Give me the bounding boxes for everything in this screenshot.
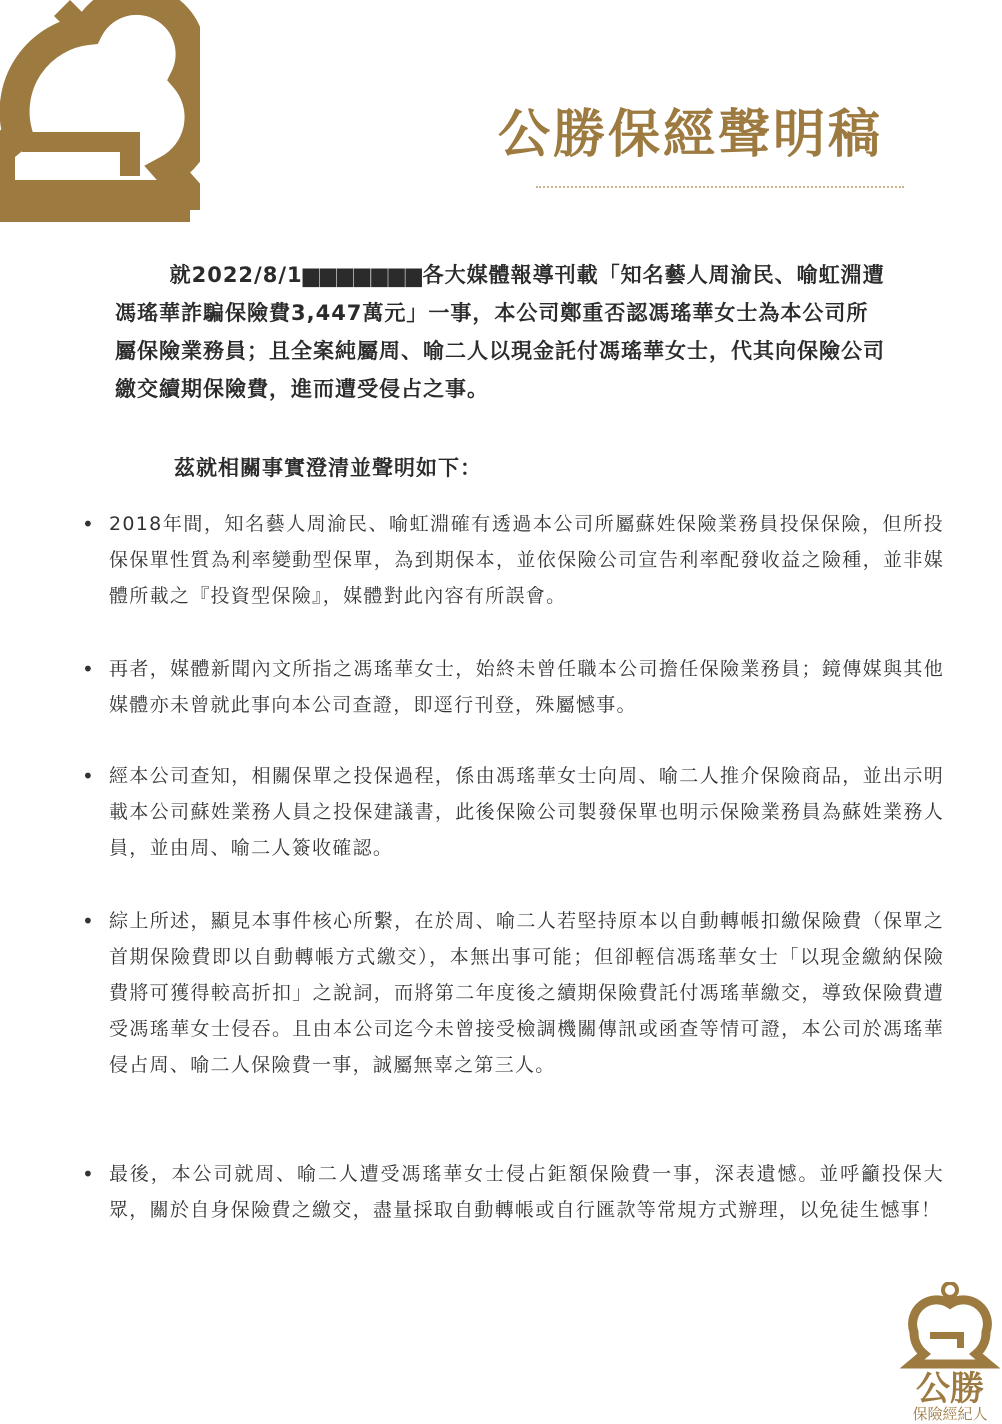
brand-name: 公勝 xyxy=(916,1369,984,1409)
list-item xyxy=(82,903,944,1083)
list-item-text: 再者，媒體新聞內文所指之馮瑤華女士，始終未曾任職本公司擔任保險業務員；鏡傳媒與其他媒體亦未曾就此事向本公司查證，即逕行刊登，殊屬憾事。 xyxy=(109,658,944,716)
intro-line: 茲就相關事實澄清並聲明如下： xyxy=(174,456,482,480)
list-item-text: 2018年間，知名藝人周渝民、喻虹淵確有透過本公司所屬蘇姓保險業務員投保保險，但所投保保單性質為利率變動型保單，為到期保本，並依保險公司宣告利率配發收益之險種，並非媒體所載之『投資型保險』，媒體對此內容有所誤會。 xyxy=(109,513,944,607)
brand-footer-logo-icon xyxy=(900,1282,1000,1422)
bullet-icon: • xyxy=(82,512,94,536)
brand-crown-logo-icon xyxy=(0,0,200,225)
lead-paragraph: 就2022/8/1▆▆▆▆▆▆▆各大媒體報導刊載「知名藝人周渝民、喻虹淵遭馮瑤華詐騙保險費3,447萬元」一事，本公司鄭重否認馮瑤華女士為本公司所屬保險業務員；且全案純屬周、喻二人以現金託付馮瑤華女士，代其向保險公司繳交續期保險費，進而遭受侵占之事。 xyxy=(115,263,885,401)
list-item xyxy=(82,1156,944,1228)
list-item xyxy=(82,651,944,723)
bullet-icon: • xyxy=(82,909,94,933)
bullet-icon: • xyxy=(82,657,94,681)
list-item-text: 經本公司查知，相關保單之投保過程，係由馮瑤華女士向周、喻二人推介保險商品，並出示明載本公司蘇姓業務人員之投保建議書，此後保險公司製發保單也明示保險業務員為蘇姓業務人員，並由周、喻二人簽收確認。 xyxy=(109,765,944,859)
bullet-icon: • xyxy=(82,1162,94,1186)
list-item xyxy=(82,758,944,866)
page-title: 公勝保經聲明稿 xyxy=(498,105,884,165)
list-item-text: 綜上所述，顯見本事件核心所繫，在於周、喻二人若堅持原本以自動轉帳扣繳保險費（保單之首期保險費即以自動轉帳方式繳交），本無出事可能；但卻輕信馮瑤華女士「以現金繳納保險費將可獲得較高折扣」之說詞，而將第二年度後之續期保險費託付馮瑤華繳交，導致保險費遭受馮瑤華女士侵吞。且由本公司迄今未曾接受檢調機關傳訊或函查等情可證，本公司於馮瑤華侵占周、喻二人保險費一事，誠屬無辜之第三人。 xyxy=(109,910,944,1076)
bullet-icon: • xyxy=(82,764,94,788)
brand-subtitle: 保險經紀人 xyxy=(912,1405,988,1422)
list-item-text: 最後，本公司就周、喻二人遭受馮瑤華女士侵占鉅額保險費一事，深表遺憾。並呼籲投保大眾，關於自身保險費之繳交，盡量採取自動轉帳或自行匯款等常規方式辦理，以免徒生憾事！ xyxy=(109,1163,944,1221)
list-item xyxy=(82,506,944,614)
title-divider xyxy=(536,186,904,188)
